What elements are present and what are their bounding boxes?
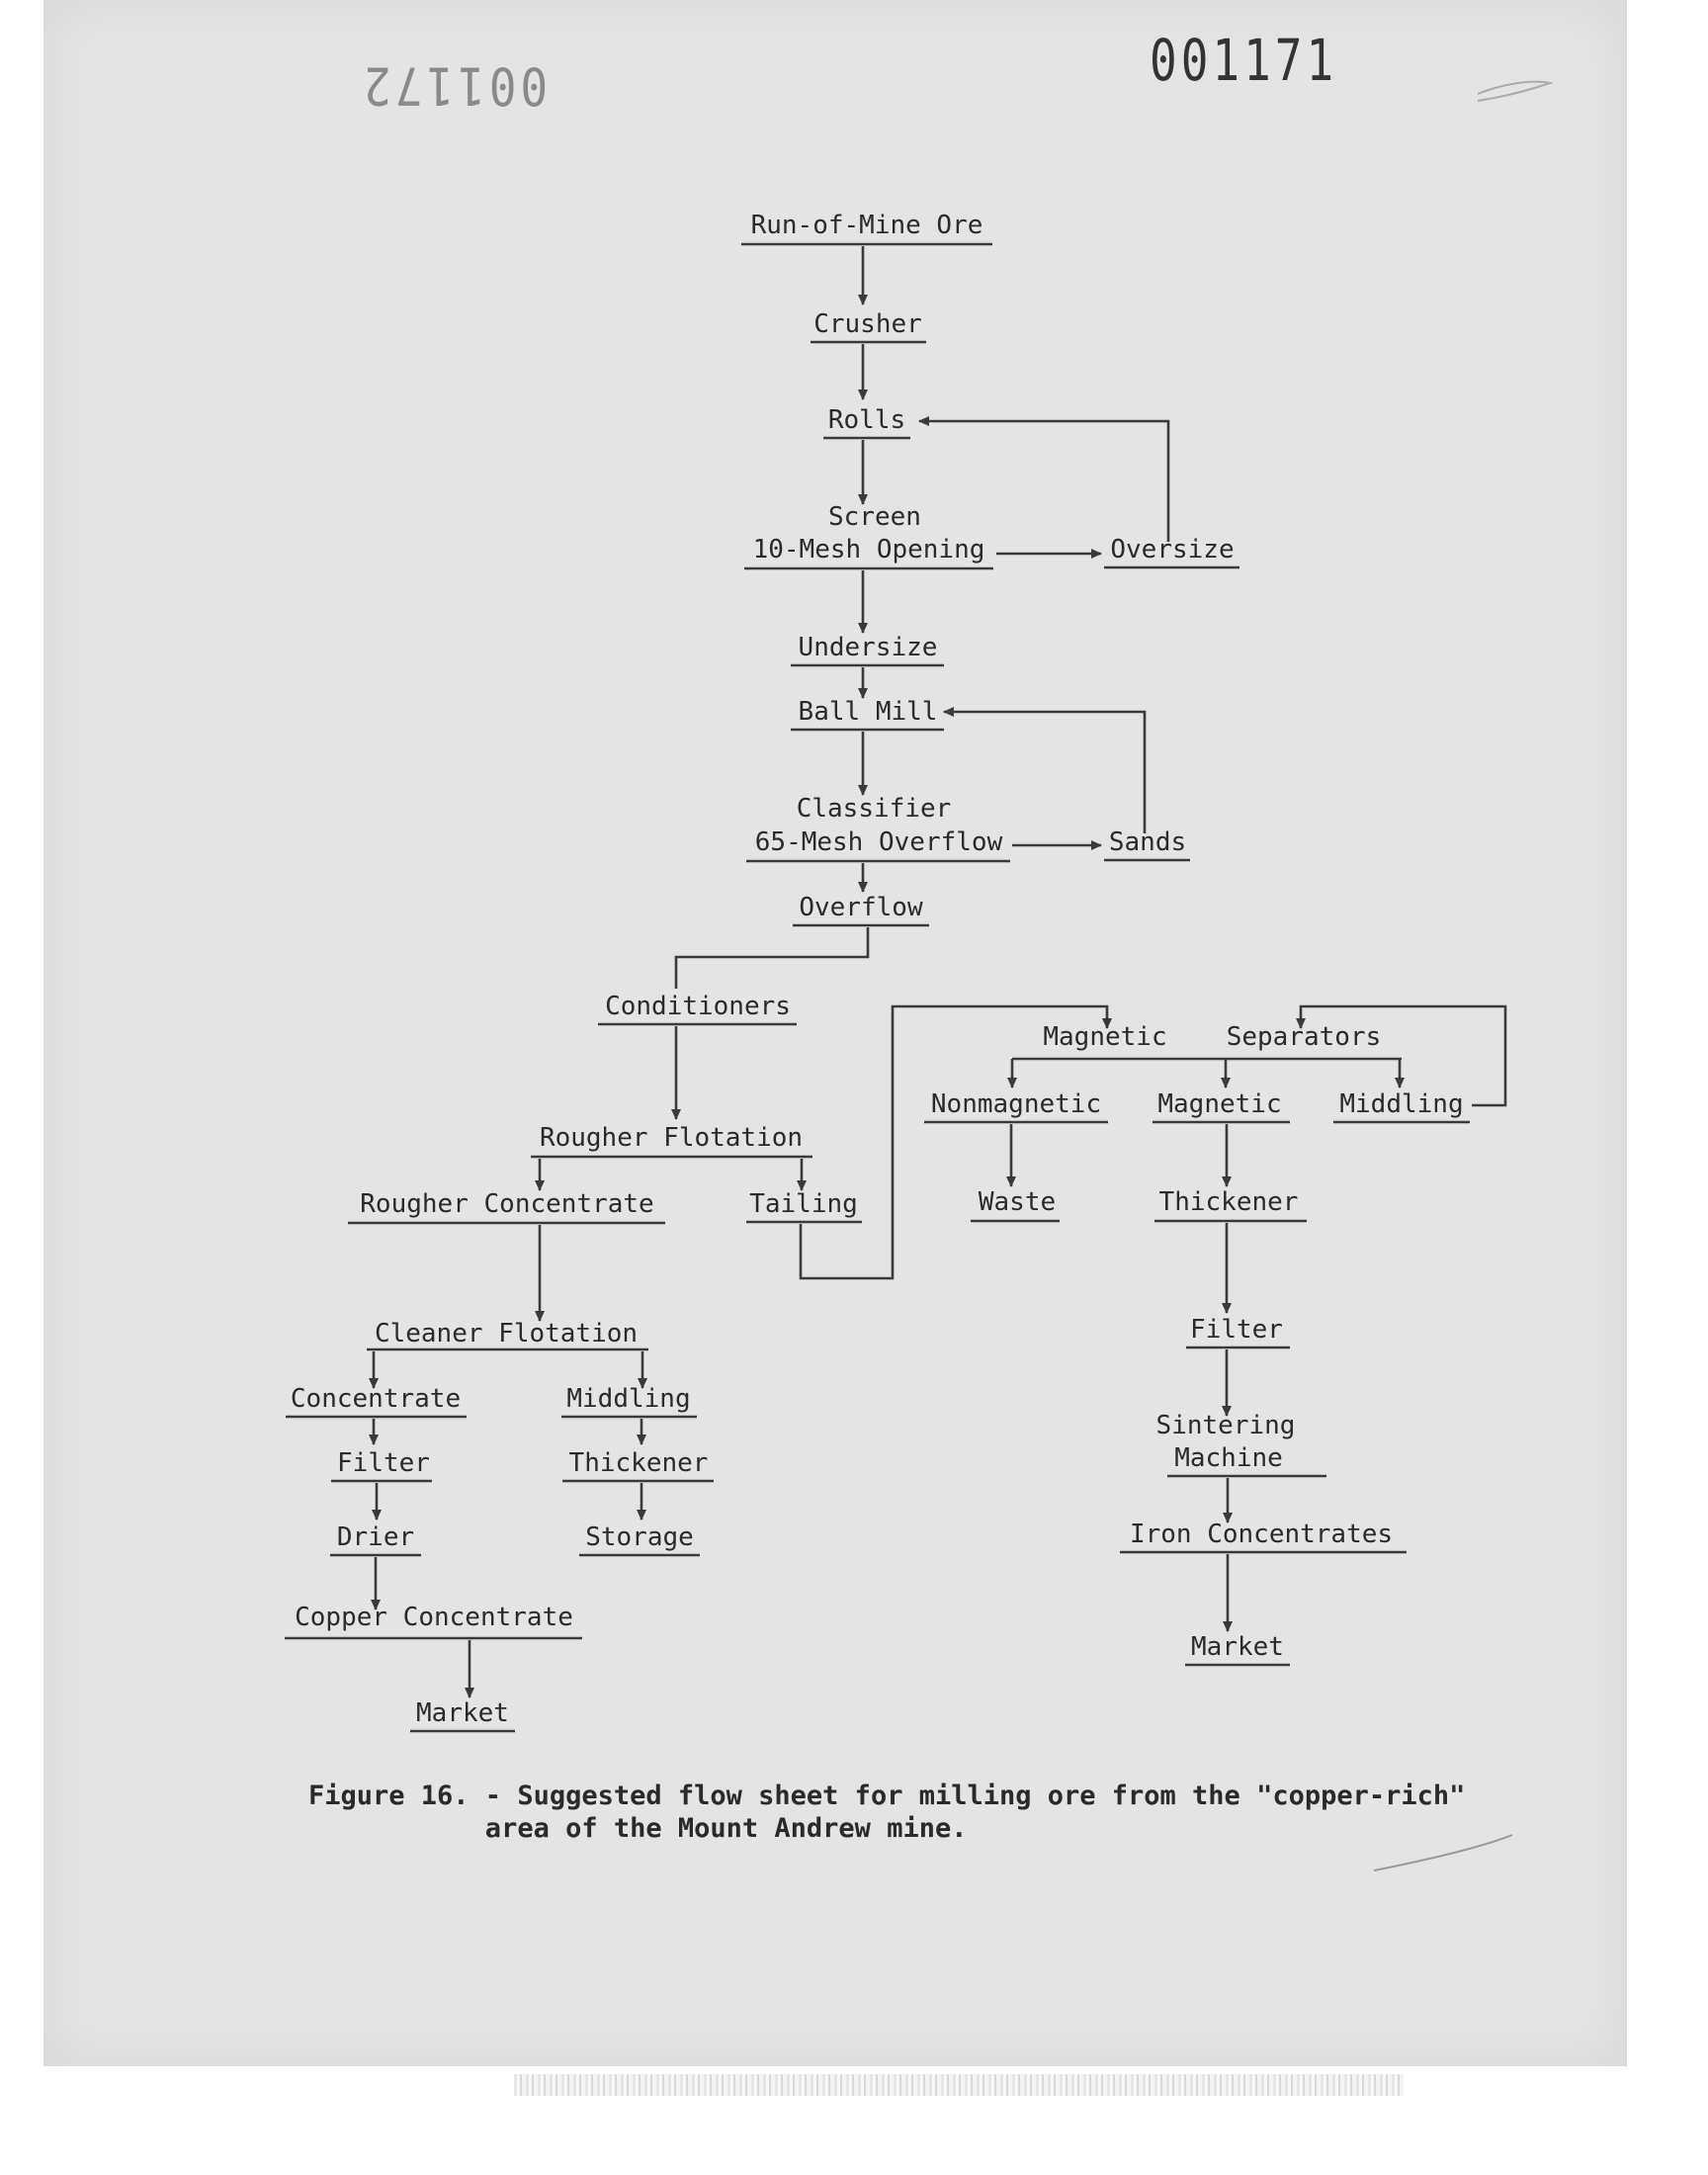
figure-caption bbox=[308, 1780, 1465, 1845]
node-middling-magnetic: Middling bbox=[1339, 1089, 1464, 1119]
node-market-copper: Market bbox=[416, 1698, 509, 1728]
node-undersize: Undersize bbox=[798, 633, 938, 662]
node-waste: Waste bbox=[978, 1187, 1057, 1217]
node-cleaner-flotation: Cleaner Flotation bbox=[374, 1319, 639, 1348]
node-classifier-overflow: 65-Mesh Overflow bbox=[754, 827, 1003, 857]
node-middling-cleaner: Middling bbox=[566, 1384, 691, 1414]
node-thickener-iron: Thickener bbox=[1158, 1187, 1299, 1217]
node-sands: Sands bbox=[1108, 827, 1187, 857]
line-overflow-to-conditioners bbox=[676, 927, 868, 989]
node-oversize: Oversize bbox=[1110, 535, 1235, 565]
node-magnetic-separators-1: Magnetic bbox=[1043, 1022, 1167, 1052]
node-rougher-concentrate: Rougher Concentrate bbox=[360, 1189, 654, 1219]
node-crusher: Crusher bbox=[813, 309, 922, 339]
node-sintering: Sintering bbox=[1155, 1411, 1296, 1440]
node-rolls: Rolls bbox=[827, 405, 906, 435]
node-magnetic-separators-2: Separators bbox=[1226, 1022, 1382, 1052]
node-filter-iron: Filter bbox=[1190, 1315, 1283, 1345]
node-concentrate: Concentrate bbox=[290, 1384, 462, 1414]
node-run-of-mine-ore: Run-of-Mine Ore bbox=[750, 211, 983, 240]
node-market-iron: Market bbox=[1191, 1632, 1284, 1662]
node-conditioners: Conditioners bbox=[605, 992, 791, 1021]
node-ball-mill: Ball Mill bbox=[798, 697, 938, 727]
node-drier: Drier bbox=[336, 1522, 415, 1552]
node-thickener-middling: Thickener bbox=[568, 1448, 709, 1478]
node-classifier: Classifier bbox=[796, 794, 952, 824]
caption-line-1: Figure 16. - Suggested flow sheet for milling ore from the "copper-rich" bbox=[308, 1781, 1466, 1811]
node-screen: Screen bbox=[828, 502, 921, 532]
node-rougher-flotation: Rougher Flotation bbox=[539, 1123, 804, 1153]
node-iron-concentrates: Iron Concentrates bbox=[1129, 1520, 1394, 1549]
node-sintering-machine: Machine bbox=[1174, 1443, 1283, 1473]
node-nonmagnetic: Nonmagnetic bbox=[930, 1089, 1102, 1119]
node-screen-opening: 10-Mesh Opening bbox=[752, 535, 985, 565]
page-number-stamp: 001171 bbox=[1150, 27, 1338, 94]
node-copper-concentrate: Copper Concentrate bbox=[295, 1603, 573, 1632]
arrow-oversize-return-to-rolls bbox=[919, 421, 1168, 542]
arrow-sands-return-to-ball-mill bbox=[944, 712, 1145, 833]
node-tailing: Tailing bbox=[749, 1189, 858, 1219]
mirrored-page-number-stamp: 001172 bbox=[360, 54, 549, 118]
caption-line-2: area of the Mount Andrew mine. bbox=[308, 1813, 968, 1844]
node-magnetic: Magnetic bbox=[1157, 1089, 1282, 1119]
pen-mark bbox=[1478, 82, 1550, 101]
node-filter-copper: Filter bbox=[337, 1448, 430, 1478]
node-overflow: Overflow bbox=[799, 893, 923, 922]
node-storage: Storage bbox=[585, 1522, 694, 1552]
